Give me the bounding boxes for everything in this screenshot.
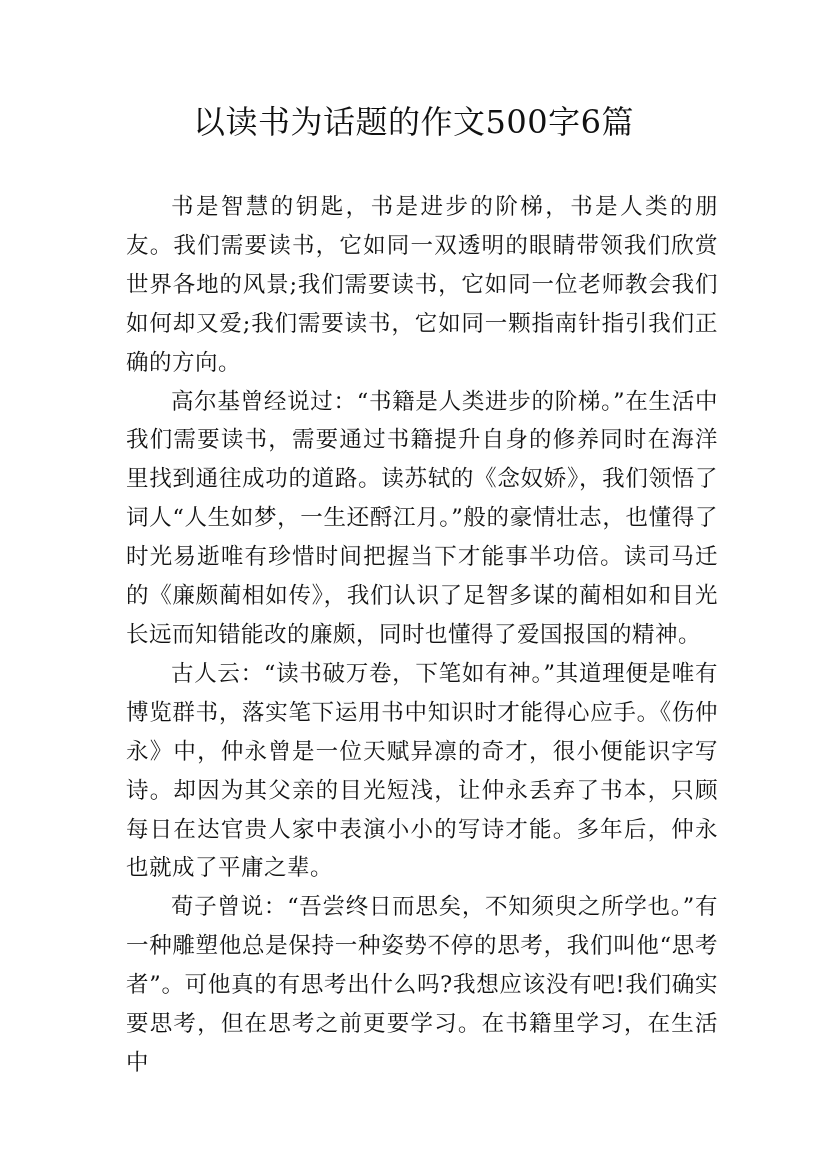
- paragraph-1: 书是智慧的钥匙，书是进步的阶梯，书是人类的朋友。我们需要读书，它如同一双透明的眼睛带领我们欣赏世界各地的风景;我们需要读书，它如同一位老师教会我们如何却又爱;我们需要读书，它如同一颗指南针指引我们正确的方向。: [126, 194, 718, 376]
- document-body: [126, 188, 718, 1083]
- paragraph-3: 古人云：“读书破万卷，下笔如有神。”其道理便是唯有博览群书，落实笔下运用书中知识时才能得心应手。《伤仲永》中，仲永曾是一位天赋异凛的奇才，很小便能识字写诗。却因为其父亲的目光短浅，让仲永丢弃了书本，只顾每日在达官贵人家中表演小小的写诗才能。多年后，仲永也就成了平庸之辈。: [126, 660, 718, 882]
- document-title: 以读书为话题的作文500字6篇: [193, 103, 634, 141]
- paragraph-2: 高尔基曾经说过：“书籍是人类进步的阶梯。”在生活中我们需要读书，需要通过书籍提升自身的修养同时在海洋里找到通往成功的道路。读苏轼的《念奴娇》，我们领悟了词人“人生如梦，一生还酹江月。”般的豪情壮志，也懂得了时光易逝唯有珍惜时间把握当下才能事半功倍。读司马迁的《廉颇蔺相如传》，我们认识了足智多谋的蔺相如和目光长远而知错能改的廉颇，同时也懂得了爱国报国的精神。: [126, 388, 718, 648]
- paragraph-4: 荀子曾说：“吾尝终日而思矣，不知须臾之所学也。”有一种雕塑他总是保持一种姿势不停的思考，我们叫他“思考者”。可他真的有思考出什么吗?我想应该没有吧!我们确实要思考，但在思考之前更要学习。在书籍里学习，在生活中: [126, 894, 718, 1076]
